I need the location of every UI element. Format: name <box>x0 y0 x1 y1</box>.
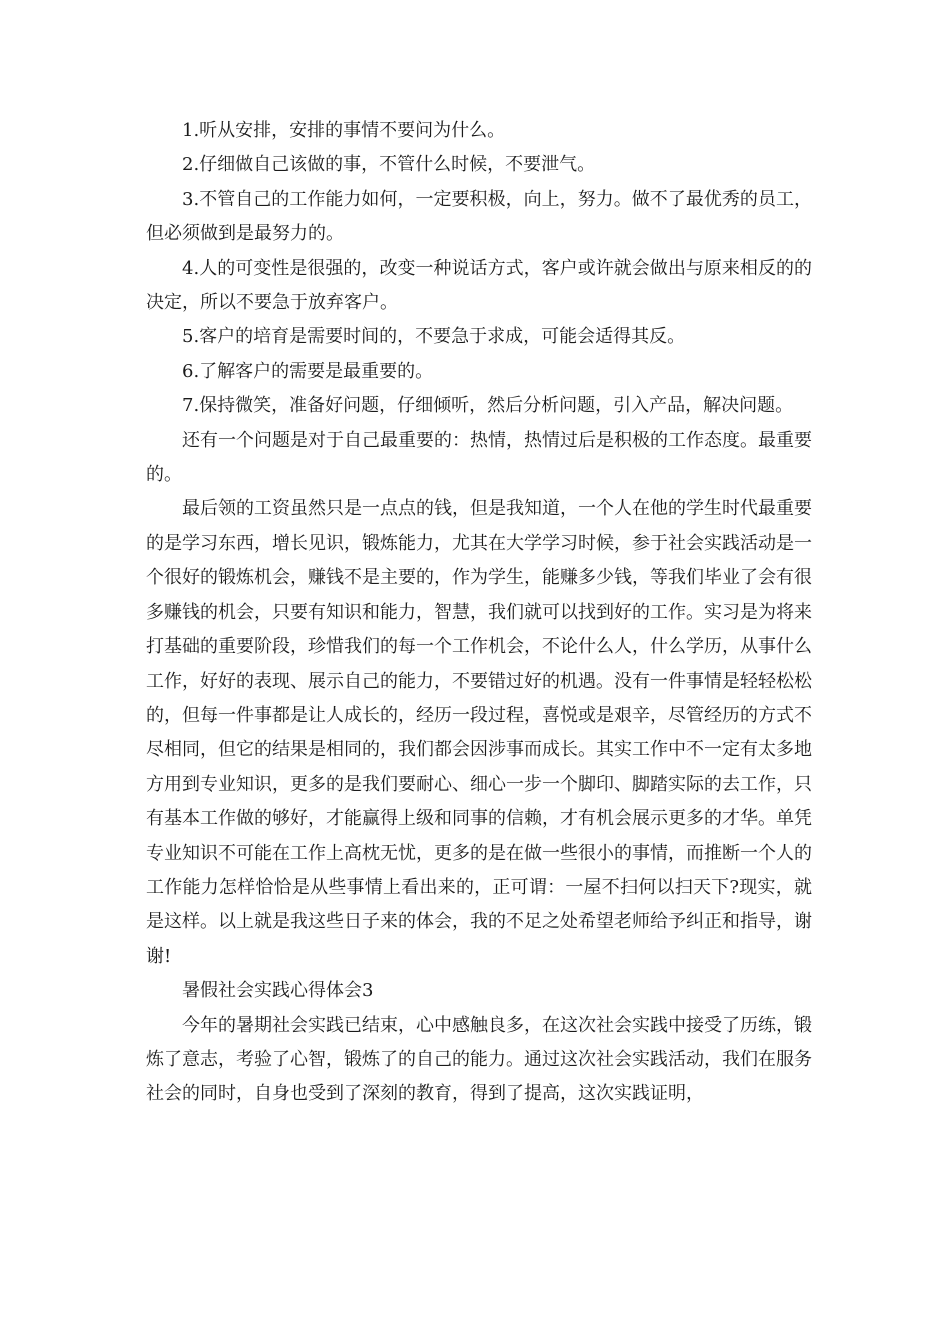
paragraph-section-3: 今年的暑期社会实践已结束，心中感触良多，在这次社会实践中接受了历练，锻炼了意志，考验了心智，锻炼了的自己的能力。通过这次社会实践活动，我们在服务社会的同时，自身也受到了深刻的教育，得到了提高，这次实践证明， <box>146 1014 812 1105</box>
list-item-6: 6.了解客户的需要是最重要的。 <box>182 360 434 382</box>
list-item-2: 2.仔细做自己该做的事，不管什么时候，不要泄气。 <box>182 154 596 176</box>
document-body <box>146 114 812 1112</box>
list-item-1: 1.听从安排，安排的事情不要问为什么。 <box>182 120 506 141</box>
paragraph-reflection: 最后领的工资虽然只是一点点的钱，但是我知道，一个人在他的学生时代最重要的是学习东西，增长见识，锻炼能力，尤其在大学学习时候，参于社会实践活动是一个很好的锻炼机会，赚钱不是主要的，作为学生，能赚多少钱，等我们毕业了会有很多赚钱的机会，只要有知识和能力，智慧，我们就可以找到好的工作。实习是为将来打基础的重要阶段，珍惜我们的每一个工作机会，不论什么人，什么学历，从事什么工作，好好的表现、展示自己的能力，不要错过好的机遇。没有一件事情是轻轻松松的，但每一件事都是让人成长的，经历一段过程，喜悦或是艰辛，尽管经历的方式不尽相同，但它的结果是相同的，我们都会因涉事而成长。其实工作中不一定有太多地方用到专业知识，更多的是我们要耐心、细心一步一个脚印、脚踏实际的去工作，只有基本工作做的够好，才能赢得上级和同事的信赖，才有机会展示更多的才华。单凭专业知识不可能在工作上高枕无忧，更多的是在做一些很小的事情，而推断一个人的工作能力怎样恰恰是从些事情上看出来的，正可谓：一屋不扫何以扫天下?现实，就是这样。以上就是我这些日子来的体会，我的不足之处希望老师给予纠正和指导，谢谢! <box>146 498 812 967</box>
list-item-7: 7.保持微笑，准备好问题，仔细倾听，然后分析问题，引入产品，解决问题。 <box>182 395 794 417</box>
list-item-4: 4.人的可变性是很强的，改变一种说话方式，客户或许就会做出与原来相反的的决定，所以不要急于放弃客户。 <box>146 257 812 314</box>
section-heading: 暑假社会实践心得体会3 <box>182 980 374 1002</box>
paragraph-enthusiasm: 还有一个问题是对于自己最重要的：热情，热情过后是积极的工作态度。最重要的。 <box>146 429 812 486</box>
list-item-5: 5.客户的培育是需要时间的，不要急于求成，可能会适得其反。 <box>182 326 686 348</box>
list-item-3: 3.不管自己的工作能力如何，一定要积极，向上，努力。做不了最优秀的员工，但必须做到是最努力的。 <box>146 188 812 245</box>
